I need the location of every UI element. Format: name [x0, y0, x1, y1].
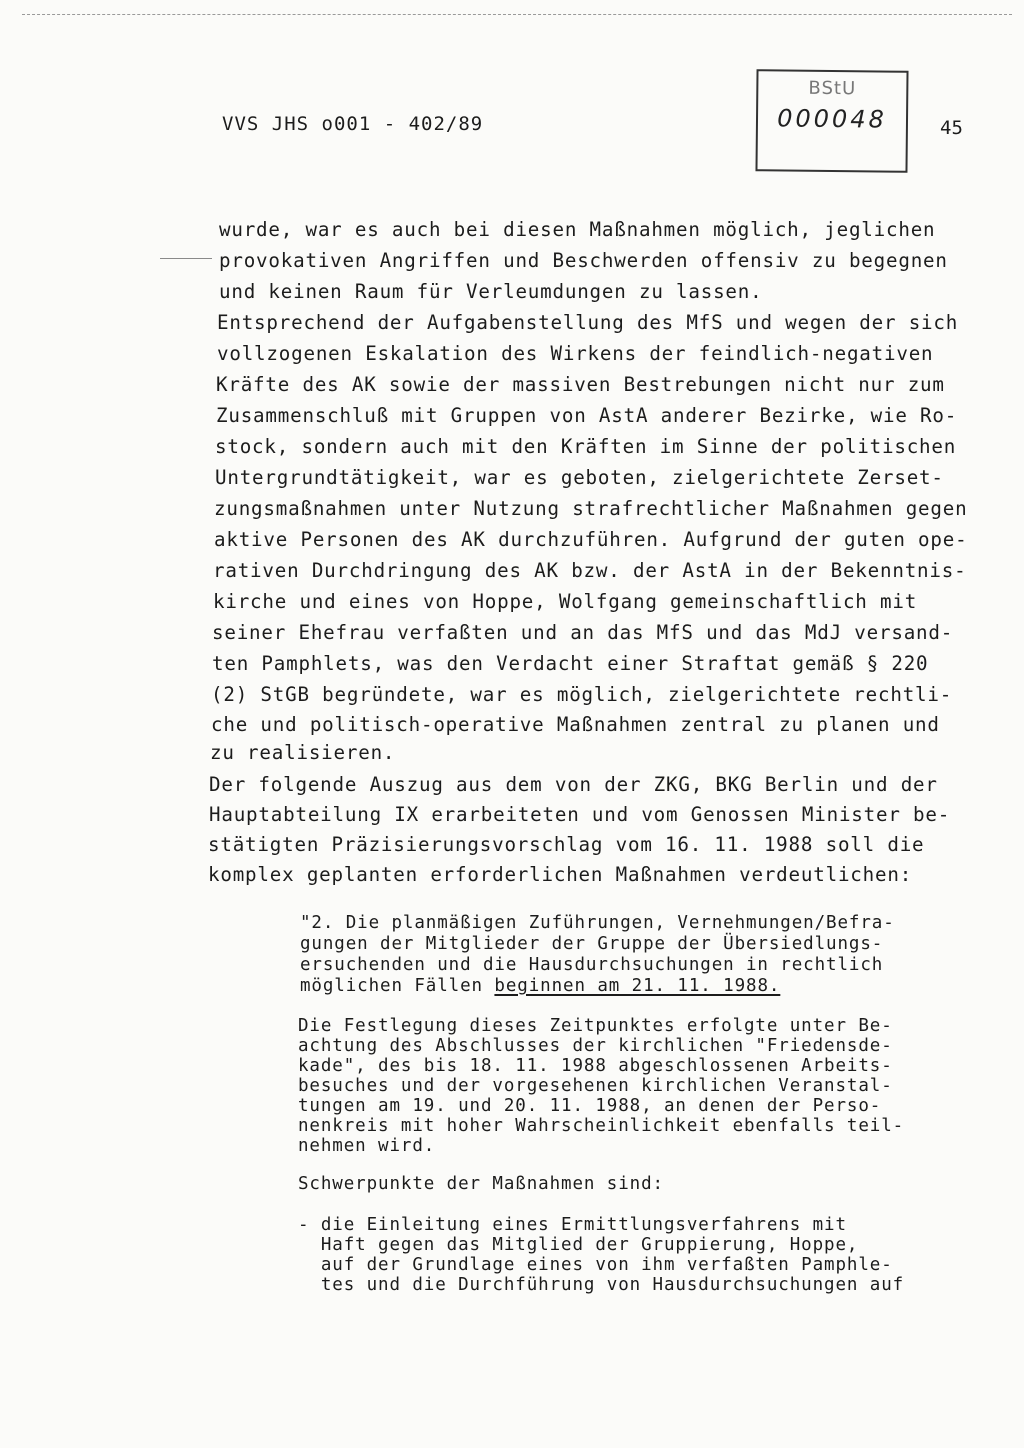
body-line: Untergrundtätigkeit, war es geboten, zielgerichtete Zerset- [215, 466, 944, 489]
quote-line-with-date [300, 976, 780, 996]
bullet-line: - die Einleitung eines Ermittlungsverfahrens mit [298, 1215, 847, 1235]
underlined-start-date: beginnen am 21. 11. 1988. [494, 976, 781, 996]
body-line: Entsprechend der Aufgabenstellung des MfS und wegen der sich [217, 311, 959, 334]
quote-text: möglichen Fällen [300, 976, 495, 996]
body-line: ten Pamphlets, was den Verdacht einer Straftat gemäß § 220 [212, 652, 929, 675]
quote-line: nehmen wird. [298, 1136, 436, 1156]
body-line: kirche und eines von Hoppe, Wolfgang gemeinschaftlich mit [213, 590, 918, 613]
quote-line: tungen am 19. und 20. 11. 1988, an denen der Perso- [298, 1096, 882, 1116]
quote-line: ersuchenden und die Hausdurchsuchungen in rechtlich [300, 955, 884, 975]
quote-line: "2. Die planmäßigen Zuführungen, Vernehmungen/Befra- [300, 913, 895, 933]
quote-line: Die Festlegung dieses Zeitpunktes erfolgte unter Be- [298, 1016, 893, 1036]
margin-mark [160, 258, 212, 259]
body-line: seiner Ehefrau verfaßten und an das MfS und das MdJ versand- [212, 621, 954, 644]
bullet-line: auf der Grundlage eines von ihm verfaßten Pamphle- [298, 1255, 893, 1275]
bullet-line: tes und die Durchführung von Hausdurchsuchungen auf [298, 1275, 905, 1295]
document-reference: VVS JHS o001 - 402/89 [222, 113, 484, 135]
body-line: stock, sondern auch mit den Kräften im Sinne der politischen [215, 435, 957, 458]
quote-line: besuches und der vorgesehenen kirchlichen Veranstal- [298, 1076, 893, 1096]
body-line: Der folgende Auszug aus dem von der ZKG, BKG Berlin und der [209, 773, 938, 796]
body-line: zu realisieren. [210, 741, 396, 764]
body-line: und keinen Raum für Verleumdungen zu lassen. [219, 280, 763, 303]
scan-top-edge [22, 14, 1012, 15]
body-line: stätigten Präzisierungsvorschlag vom 16. 11. 1988 soll die [208, 833, 925, 856]
page-number: 45 [940, 117, 963, 139]
body-line: aktive Personen des AK durchzuführen. Aufgrund der guten ope- [214, 528, 968, 551]
bullet-line: Haft gegen das Mitglied der Gruppierung, Hoppe, [298, 1235, 859, 1255]
body-line: komplex geplanten erforderlichen Maßnahmen verdeutlichen: [208, 863, 913, 886]
quote-line: achtung des Abschlusses der kirchlichen "Friedensde- [298, 1036, 893, 1056]
body-line: wurde, war es auch bei diesen Maßnahmen möglich, jeglichen [219, 218, 936, 241]
body-line: Zusammenschluß mit Gruppen von AstA anderer Bezirke, wie Ro- [216, 404, 958, 427]
archive-stamp [755, 69, 908, 173]
body-line: (2) StGB begründete, war es möglich, zielgerichtete rechtli- [211, 683, 953, 706]
stamp-number: 000048 [777, 104, 887, 134]
body-line: zungsmaßnahmen unter Nutzung strafrechtlicher Maßnahmen gegen [214, 497, 968, 520]
body-line: vollzogenen Eskalation des Wirkens der feindlich-negativen [217, 342, 934, 365]
body-line: provokativen Angriffen und Beschwerden offensiv zu begegnen [219, 249, 948, 272]
quote-line: kade", des bis 18. 11. 1988 abgeschlossenen Arbeits- [298, 1056, 893, 1076]
quote-line: gungen der Mitglieder der Gruppe der Übersiedlungs- [300, 934, 884, 954]
stamp-title: BStU [808, 77, 857, 100]
quote-heading: Schwerpunkte der Maßnahmen sind: [298, 1174, 664, 1194]
body-line: Hauptabteilung IX erarbeiteten und vom Genossen Minister be- [209, 803, 951, 826]
body-line: rativen Durchdringung des AK bzw. der AstA in der Bekenntnis- [213, 559, 967, 582]
body-line: Kräfte des AK sowie der massiven Bestrebungen nicht nur zum [216, 373, 945, 396]
body-line: che und politisch-operative Maßnahmen zentral zu planen und [211, 713, 940, 736]
quote-line: nenkreis mit hoher Wahrscheinlichkeit ebenfalls teil- [298, 1116, 905, 1136]
